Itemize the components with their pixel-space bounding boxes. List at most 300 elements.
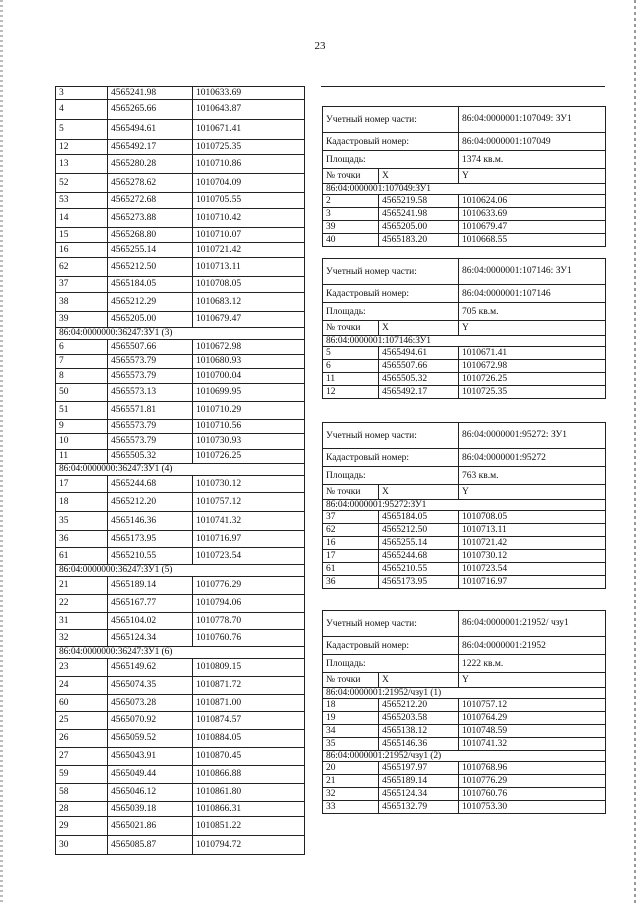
point-number: 18 (56, 493, 108, 512)
point-number: 60 (56, 695, 108, 712)
point-number: 17 (323, 550, 379, 563)
point-number: 3 (323, 208, 379, 221)
point-number: 8 (56, 369, 108, 384)
table-row (56, 174, 305, 193)
table-row (56, 155, 305, 174)
coord-x: 4565494.61 (108, 120, 193, 140)
cadastral-number-row (323, 637, 606, 655)
point-number: 61 (56, 548, 108, 565)
area-row (323, 151, 606, 169)
coord-y: 1010713.11 (193, 258, 305, 277)
table-row (56, 659, 305, 677)
point-number: 23 (56, 659, 108, 677)
section-label: 86:04:0000001:21952/чзу1 (1) (323, 688, 606, 699)
coord-y: 1010704.09 (193, 174, 305, 193)
section-label: 86:04:0000001:95272:ЗУ1 (323, 500, 606, 511)
coord-y: 1010716.97 (193, 531, 305, 548)
part-table (322, 106, 606, 247)
point-number: 52 (56, 174, 108, 193)
coord-x: 4565494.61 (379, 347, 459, 360)
field-value: 86:04:0000001:21952 (459, 637, 606, 655)
part-table (322, 258, 606, 399)
table-row (323, 775, 606, 788)
coord-y: 1010851.22 (193, 817, 305, 836)
section-row (56, 565, 305, 577)
point-number: 24 (56, 677, 108, 695)
table-row (323, 524, 606, 537)
table-row (56, 87, 305, 100)
field-label: Кадастровый номер: (323, 637, 459, 655)
table-row (323, 360, 606, 373)
point-number: 25 (56, 712, 108, 730)
coord-x: 4565244.68 (108, 476, 193, 493)
section-row (323, 184, 606, 195)
coord-y: 1010723.54 (459, 563, 606, 576)
column-header-x: X (379, 673, 459, 688)
section-label: 86:04:0000001:107049:ЗУ1 (323, 184, 606, 195)
table-row (56, 748, 305, 766)
table-row (56, 340, 305, 355)
coord-y: 1010866.88 (193, 766, 305, 784)
field-label: Учетный номер части: (323, 423, 459, 449)
table-row (56, 677, 305, 695)
table-row (56, 369, 305, 384)
table-row (56, 512, 305, 531)
section-label: 86:04:0000000:36247:ЗУ1 (3) (56, 328, 305, 340)
table-row (56, 730, 305, 748)
coord-y: 1010672.98 (459, 360, 606, 373)
coord-x: 4565189.14 (108, 577, 193, 595)
coord-y: 1010757.12 (193, 493, 305, 512)
point-number: 21 (323, 775, 379, 788)
coord-y: 1010794.06 (193, 595, 305, 613)
table-row (56, 766, 305, 784)
point-number: 9 (56, 420, 108, 434)
coord-y: 1010748.59 (459, 725, 606, 738)
coord-x: 4565573.79 (108, 420, 193, 434)
coord-x: 4565203.58 (379, 712, 459, 725)
coord-x: 4565571.81 (108, 402, 193, 420)
table-row (56, 193, 305, 209)
section-label: 86:04:0000000:36247:ЗУ1 (4) (56, 464, 305, 476)
coord-x: 4565046.12 (108, 784, 193, 802)
point-number: 28 (56, 802, 108, 817)
table-row (56, 434, 305, 450)
coord-y: 1010671.41 (193, 120, 305, 140)
table-row (56, 836, 305, 855)
account-number-row (323, 423, 606, 449)
coord-x: 4565124.34 (108, 630, 193, 647)
coord-x: 4565184.05 (108, 277, 193, 293)
point-number: 2 (323, 195, 379, 208)
part-table (322, 422, 606, 589)
point-number: 16 (323, 537, 379, 550)
account-number-row (323, 107, 606, 133)
table-row (56, 450, 305, 464)
coord-y: 1010725.35 (459, 386, 606, 399)
coord-y: 1010794.72 (193, 836, 305, 855)
coord-y: 1010874.57 (193, 712, 305, 730)
field-value: 1374 кв.м. (459, 151, 606, 169)
coord-x: 4565197.97 (379, 762, 459, 775)
coord-x: 4565173.95 (379, 576, 459, 589)
field-value: 705 кв.м. (459, 303, 606, 321)
section-label: 86:04:0000000:36247:ЗУ1 (5) (56, 565, 305, 577)
coord-x: 4565146.36 (108, 512, 193, 531)
coord-x: 4565573.13 (108, 384, 193, 402)
column-header-y: Y (459, 169, 606, 184)
cadastral-number-row (323, 285, 606, 303)
section-row (323, 751, 606, 762)
cadastral-number-row (323, 449, 606, 467)
field-label: Площадь: (323, 655, 459, 673)
point-number: 61 (323, 563, 379, 576)
table-row (56, 120, 305, 140)
point-number: 37 (56, 277, 108, 293)
account-number-row (323, 611, 606, 637)
table-row (323, 762, 606, 775)
table-row (323, 725, 606, 738)
point-number: 16 (56, 243, 108, 258)
cadastral-number-row (323, 133, 606, 151)
coord-x: 4565573.79 (108, 355, 193, 369)
point-number: 10 (56, 434, 108, 450)
divider-rule (321, 86, 605, 87)
table-row (323, 373, 606, 386)
coord-y: 1010716.97 (459, 576, 606, 589)
coord-x: 4565149.62 (108, 659, 193, 677)
point-number: 31 (56, 613, 108, 630)
coord-x: 4565507.66 (108, 340, 193, 355)
coord-x: 4565492.17 (108, 140, 193, 155)
coord-x: 4565265.66 (108, 100, 193, 120)
point-number: 34 (323, 725, 379, 738)
point-number: 6 (56, 340, 108, 355)
section-label: 86:04:0000000:36247:ЗУ1 (6) (56, 647, 305, 659)
coord-x: 4565255.14 (379, 537, 459, 550)
coord-y: 1010624.06 (459, 195, 606, 208)
section-row (56, 464, 305, 476)
field-label: Кадастровый номер: (323, 285, 459, 303)
coord-x: 4565073.28 (108, 695, 193, 712)
table-row (323, 195, 606, 208)
coord-x: 4565021.86 (108, 817, 193, 836)
coord-x: 4565573.79 (108, 434, 193, 450)
coord-x: 4565039.18 (108, 802, 193, 817)
point-number: 35 (56, 512, 108, 531)
field-label: Учетный номер части: (323, 611, 459, 637)
coord-x: 4565074.35 (108, 677, 193, 695)
field-label: Кадастровый номер: (323, 449, 459, 467)
coord-y: 1010757.12 (459, 699, 606, 712)
point-number: 51 (56, 402, 108, 420)
point-number: 53 (56, 193, 108, 209)
coord-y: 1010764.29 (459, 712, 606, 725)
coord-x: 4565132.79 (379, 801, 459, 814)
coord-x: 4565219.58 (379, 195, 459, 208)
table-row (56, 243, 305, 258)
point-number: 32 (56, 630, 108, 647)
column-header-row (323, 169, 606, 184)
table-row (56, 277, 305, 293)
table-row (323, 550, 606, 563)
coord-y: 1010679.47 (459, 221, 606, 234)
table-row (56, 577, 305, 595)
point-number: 32 (323, 788, 379, 801)
coord-x: 4565049.44 (108, 766, 193, 784)
column-header-row (323, 673, 606, 688)
coord-y: 1010776.29 (193, 577, 305, 595)
coord-x: 4565492.17 (379, 386, 459, 399)
coord-x: 4565212.20 (379, 699, 459, 712)
coord-x: 4565205.00 (379, 221, 459, 234)
coord-y: 1010723.54 (193, 548, 305, 565)
table-row (56, 420, 305, 434)
coord-y: 1010721.42 (459, 537, 606, 550)
column-header-x: X (379, 321, 459, 336)
coord-y: 1010705.55 (193, 193, 305, 209)
table-row (56, 228, 305, 243)
coord-x: 4565070.92 (108, 712, 193, 730)
table-row (323, 788, 606, 801)
table-row (323, 563, 606, 576)
point-number: 15 (56, 228, 108, 243)
table-row (56, 384, 305, 402)
field-label: Площадь: (323, 303, 459, 321)
point-number: 13 (56, 155, 108, 174)
column-header-x: X (379, 485, 459, 500)
coord-y: 1010871.00 (193, 695, 305, 712)
coord-y: 1010700.04 (193, 369, 305, 384)
field-value: 86:04:0000001:107146: ЗУ1 (459, 259, 606, 285)
coordinates-table-left (55, 86, 305, 855)
point-number: 38 (56, 293, 108, 312)
table-row (56, 802, 305, 817)
coord-y: 1010671.41 (459, 347, 606, 360)
coord-y: 1010680.93 (193, 355, 305, 369)
coord-y: 1010741.32 (459, 738, 606, 751)
table-row (56, 100, 305, 120)
account-number-row (323, 259, 606, 285)
coord-y: 1010753.30 (459, 801, 606, 814)
coord-x: 4565043.91 (108, 748, 193, 766)
field-value: 763 кв.м. (459, 467, 606, 485)
point-number: 36 (323, 576, 379, 589)
coord-y: 1010866.31 (193, 802, 305, 817)
point-number: 59 (56, 766, 108, 784)
table-row (56, 209, 305, 228)
table-row (56, 312, 305, 328)
point-number: 7 (56, 355, 108, 369)
coord-x: 4565085.87 (108, 836, 193, 855)
point-number: 12 (56, 140, 108, 155)
coord-x: 4565205.00 (108, 312, 193, 328)
point-number: 12 (323, 386, 379, 399)
table-row (323, 699, 606, 712)
coord-y: 1010710.86 (193, 155, 305, 174)
column-header-point: № точки (323, 169, 379, 184)
coord-y: 1010710.07 (193, 228, 305, 243)
coord-y: 1010725.35 (193, 140, 305, 155)
table-row (56, 140, 305, 155)
page-number: 23 (314, 40, 326, 52)
coord-y: 1010699.95 (193, 384, 305, 402)
coord-x: 4565167.77 (108, 595, 193, 613)
table-row (56, 476, 305, 493)
coord-x: 4565255.14 (108, 243, 193, 258)
coord-y: 1010730.12 (459, 550, 606, 563)
section-label: 86:04:0000001:21952/чзу1 (2) (323, 751, 606, 762)
field-label: Учетный номер части: (323, 259, 459, 285)
point-number: 29 (56, 817, 108, 836)
table-row (323, 738, 606, 751)
section-row (56, 647, 305, 659)
point-number: 5 (323, 347, 379, 360)
section-row (56, 328, 305, 340)
point-number: 33 (323, 801, 379, 814)
field-value: 86:04:0000001:21952/ чзу1 (459, 611, 606, 637)
point-number: 26 (56, 730, 108, 748)
column-header-point: № точки (323, 485, 379, 500)
section-label: 86:04:0000001:107146:ЗУ1 (323, 336, 606, 347)
field-value: 86:04:0000001:95272 (459, 449, 606, 467)
coord-x: 4565573.79 (108, 369, 193, 384)
field-label: Кадастровый номер: (323, 133, 459, 151)
table-row (56, 355, 305, 369)
coord-x: 4565244.68 (379, 550, 459, 563)
coord-y: 1010710.29 (193, 402, 305, 420)
coord-x: 4565212.29 (108, 293, 193, 312)
point-number: 39 (56, 312, 108, 328)
table-row (323, 537, 606, 550)
table-row (323, 347, 606, 360)
coord-y: 1010884.05 (193, 730, 305, 748)
coord-x: 4565146.36 (379, 738, 459, 751)
column-header-row (323, 321, 606, 336)
table-row (56, 595, 305, 613)
coord-y: 1010730.12 (193, 476, 305, 493)
field-value: 86:04:0000001:95272: ЗУ1 (459, 423, 606, 449)
coord-x: 4565241.98 (108, 87, 193, 100)
coord-x: 4565183.20 (379, 234, 459, 247)
point-number: 17 (56, 476, 108, 493)
point-number: 3 (56, 87, 108, 100)
point-number: 39 (323, 221, 379, 234)
scan-edge-left (0, 0, 3, 905)
coord-y: 1010708.05 (459, 511, 606, 524)
table-row (323, 221, 606, 234)
coord-x: 4565210.55 (108, 548, 193, 565)
field-value: 86:04:0000001:107049 (459, 133, 606, 151)
table-row (323, 576, 606, 589)
point-number: 20 (323, 762, 379, 775)
area-row (323, 467, 606, 485)
part-table (322, 610, 606, 814)
point-number: 62 (323, 524, 379, 537)
scan-edge-right (634, 0, 636, 905)
column-header-row (323, 485, 606, 500)
point-number: 30 (56, 836, 108, 855)
point-number: 14 (56, 209, 108, 228)
coord-y: 1010683.12 (193, 293, 305, 312)
table-row (56, 784, 305, 802)
table-row (323, 511, 606, 524)
coord-y: 1010643.87 (193, 100, 305, 120)
coord-x: 4565278.62 (108, 174, 193, 193)
coord-y: 1010721.42 (193, 243, 305, 258)
point-number: 18 (323, 699, 379, 712)
table-row (56, 531, 305, 548)
point-number: 36 (56, 531, 108, 548)
point-number: 5 (56, 120, 108, 140)
coord-y: 1010708.05 (193, 277, 305, 293)
section-row (323, 336, 606, 347)
coord-y: 1010741.32 (193, 512, 305, 531)
point-number: 50 (56, 384, 108, 402)
coord-y: 1010713.11 (459, 524, 606, 537)
point-number: 19 (323, 712, 379, 725)
coord-x: 4565505.32 (108, 450, 193, 464)
coord-x: 4565241.98 (379, 208, 459, 221)
coord-x: 4565210.55 (379, 563, 459, 576)
table-row (323, 712, 606, 725)
field-label: Площадь: (323, 467, 459, 485)
field-value: 86:04:0000001:107049: ЗУ1 (459, 107, 606, 133)
coord-x: 4565507.66 (379, 360, 459, 373)
coord-y: 1010760.76 (459, 788, 606, 801)
coord-y: 1010710.42 (193, 209, 305, 228)
coord-x: 4565212.20 (108, 493, 193, 512)
point-number: 62 (56, 258, 108, 277)
point-number: 6 (323, 360, 379, 373)
area-row (323, 655, 606, 673)
field-value: 1222 кв.м. (459, 655, 606, 673)
coord-y: 1010633.69 (459, 208, 606, 221)
coord-y: 1010672.98 (193, 340, 305, 355)
coord-y: 1010871.72 (193, 677, 305, 695)
table-row (323, 208, 606, 221)
table-row (56, 548, 305, 565)
column-header-y: Y (459, 673, 606, 688)
coord-y: 1010760.76 (193, 630, 305, 647)
table-row (56, 493, 305, 512)
table-row (56, 613, 305, 630)
coord-y: 1010710.56 (193, 420, 305, 434)
coord-y: 1010726.25 (459, 373, 606, 386)
section-row (323, 688, 606, 699)
column-header-y: Y (459, 485, 606, 500)
coord-x: 4565212.50 (379, 524, 459, 537)
coord-x: 4565059.52 (108, 730, 193, 748)
point-number: 35 (323, 738, 379, 751)
coord-x: 4565273.88 (108, 209, 193, 228)
coord-x: 4565104.02 (108, 613, 193, 630)
field-value: 86:04:0000001:107146 (459, 285, 606, 303)
coord-x: 4565280.28 (108, 155, 193, 174)
coord-y: 1010870.45 (193, 748, 305, 766)
coord-x: 4565189.14 (379, 775, 459, 788)
coord-y: 1010861.80 (193, 784, 305, 802)
coord-y: 1010778.70 (193, 613, 305, 630)
point-number: 37 (323, 511, 379, 524)
table-row (56, 695, 305, 712)
column-header-point: № точки (323, 321, 379, 336)
coord-y: 1010633.69 (193, 87, 305, 100)
table-row (56, 712, 305, 730)
table-row (323, 801, 606, 814)
table-row (56, 293, 305, 312)
coord-x: 4565138.12 (379, 725, 459, 738)
